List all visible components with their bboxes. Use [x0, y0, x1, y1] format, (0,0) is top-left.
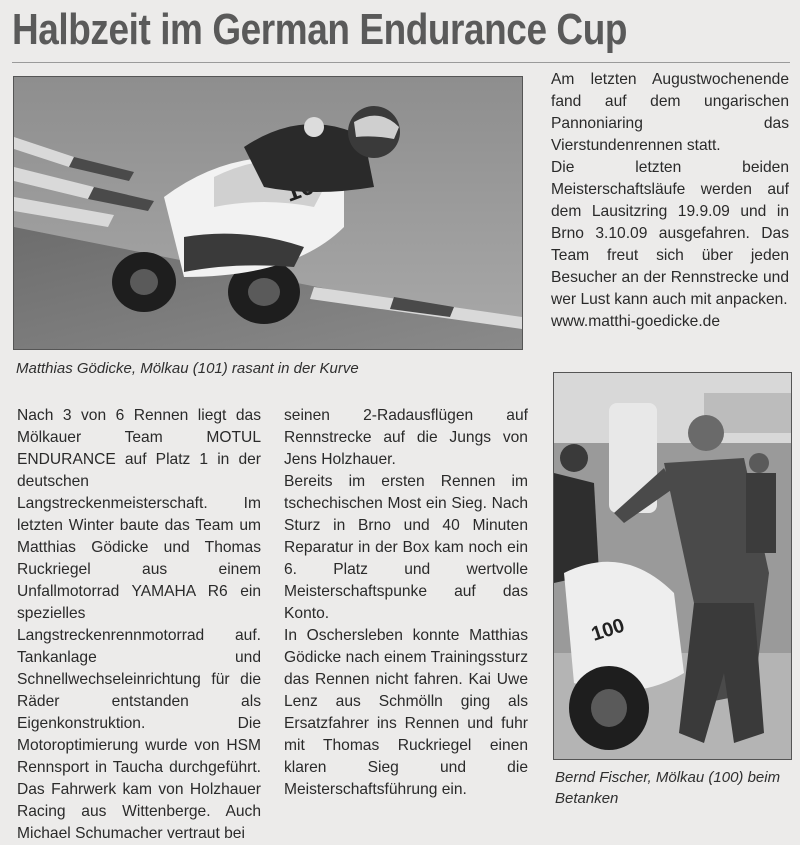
- photo-refuelling: [553, 372, 792, 760]
- photo-refuelling-image: [554, 373, 791, 759]
- sidebar-paragraph-1: Am letzten Augustwochenende fand auf dem ungarischen Pannoniaring das Vierstundenrennen statt.: [551, 71, 789, 154]
- photo-refuelling-caption-line1: Bernd Fischer, Mölkau (100) beim: [555, 769, 781, 786]
- headline: Halbzeit im German Endurance Cup: [12, 5, 628, 54]
- body-paragraph-1: Nach 3 von 6 Rennen liegt das Mölkauer Team MOTUL ENDURANCE auf Platz 1 in der deutschen Langstreckenmeisterschaft. Im letzten Winter baute das Team um Matthias Gödicke und Thomas Ruckriegel aus einem Unfallmotorrad YAMAHA R6 ein spezielles Langstreckenrennmotorrad auf. Tankanlage und Schnellwechseleinrichtung für die Räder entstanden als Eigenkonstruktion. Die Motoroptimierung wurde von HSM Rennsport in Taucha durchgeführt. Das Fahrwerk kam von Holzhauer Racing aus Wittenberge. Auch Michael Schumacher vertraut bei: [17, 407, 261, 842]
- photo-racing-curve: [13, 76, 523, 350]
- photo-refuelling-caption: [555, 767, 795, 809]
- body-column-2: [284, 405, 528, 801]
- photo-refuelling-caption-line2: Betanken: [555, 790, 619, 807]
- headline-rule: [12, 62, 790, 63]
- body-paragraph-3: Bereits im ersten Rennen im tschechischen Most ein Sieg. Nach Sturz in Brno und 40 Minuten Reparatur in der Box kam noch ein 6. Platz und wertvolle Meisterschaftspunke auf das Konto.: [284, 473, 528, 622]
- body-paragraph-4: In Oschersleben konnte Matthias Gödicke nach einem Trainingssturz das Rennen nicht fahren. Kai Uwe Lenz aus Schmölln ging als Ersatzfahrer ins Rennen und fuhr mit Thomas Ruckriegel einen klaren Sieg und die Meisterschaftsführung ein.: [284, 627, 528, 798]
- sidebar-url: www.matthi-goedicke.de: [551, 313, 721, 330]
- bike-number-100: 100: [588, 614, 628, 646]
- body-column-1: [17, 405, 261, 845]
- photo-racing-curve-caption: Matthias Gödicke, Mölkau (101) rasant in der Kurve: [16, 360, 359, 377]
- body-paragraph-2: seinen 2-Radausflügen auf Rennstrecke auf die Jungs von Jens Holzhauer.: [284, 407, 528, 468]
- sidebar-paragraph-2: Die letzten beiden Meisterschaftsläufe werden auf dem Lausitzring 19.9.09 und in Brno 3.10.09 ausgefahren. Das Team freut sich über jeden Besucher an der Rennstrecke und wer Lust kann auch mit anpacken.: [551, 159, 789, 308]
- photo-racing-curve-image: [14, 77, 522, 349]
- sidebar-text: [551, 69, 789, 333]
